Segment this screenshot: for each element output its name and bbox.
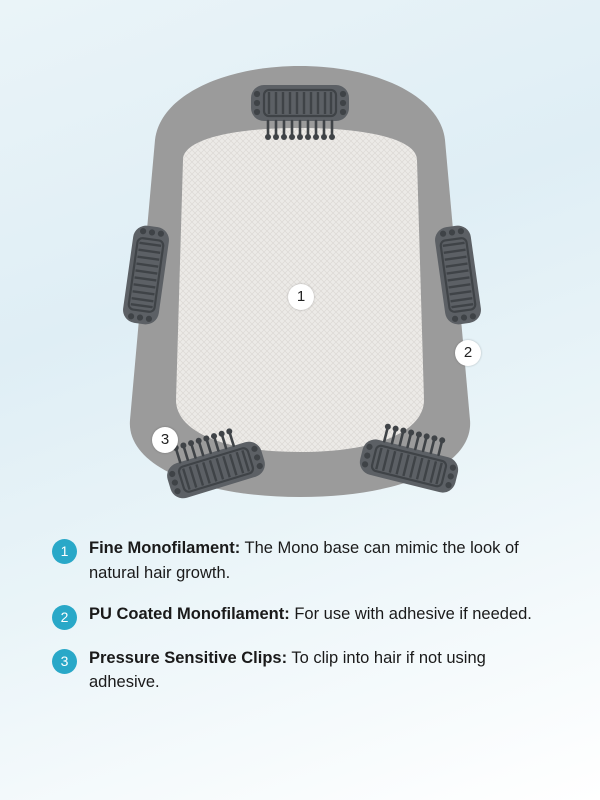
legend-text-2 bbox=[89, 602, 532, 627]
legend-lead-2: PU Coated Monofilament: bbox=[89, 604, 290, 623]
legend-item-1 bbox=[52, 536, 548, 586]
legend-item-2 bbox=[52, 602, 548, 630]
legend-item-3 bbox=[52, 646, 548, 696]
legend-description-2: For use with adhesive if needed. bbox=[289, 604, 532, 623]
legend-description-1: The Mono base can mimic the look of natural hair growth. bbox=[89, 539, 519, 582]
legend-number-2: 2 bbox=[52, 605, 77, 630]
legend-lead-1: Fine Monofilament: bbox=[89, 539, 241, 557]
legend bbox=[0, 536, 600, 711]
legend-text-1 bbox=[89, 536, 548, 586]
diagram-callout-2: 2 bbox=[455, 340, 481, 366]
diagram-callout-1: 1 bbox=[288, 284, 314, 310]
legend-number-3: 3 bbox=[52, 649, 77, 674]
legend-text-3 bbox=[89, 646, 548, 696]
legend-number-1: 1 bbox=[52, 539, 77, 564]
diagram-callout-3: 3 bbox=[152, 427, 178, 453]
legend-lead-3: Pressure Sensitive Clips: bbox=[89, 648, 288, 667]
legend-description-3: To clip into hair if not using adhesive. bbox=[89, 648, 486, 692]
